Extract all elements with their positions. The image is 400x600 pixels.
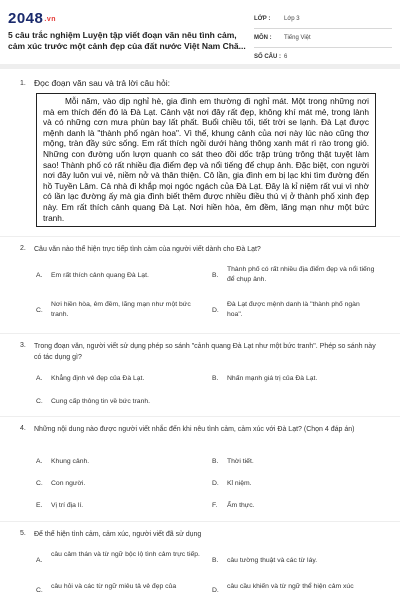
option-letter: D.	[212, 480, 219, 487]
answer-option-a[interactable]	[36, 550, 206, 572]
question-divider	[0, 521, 400, 522]
question-divider	[0, 236, 400, 237]
option-letter: C.	[36, 587, 43, 594]
option-text: Ẩm thực.	[227, 502, 255, 509]
answer-option-b[interactable]	[212, 457, 382, 469]
answer-option-e[interactable]	[36, 501, 206, 513]
meta-value: 6	[284, 54, 288, 60]
answer-option-d[interactable]	[212, 300, 382, 324]
answer-option-d[interactable]	[212, 582, 382, 598]
option-letter: D.	[212, 307, 219, 314]
option-text: Cung cấp thông tin về bức tranh.	[51, 398, 151, 405]
option-text: Nơi hiền hòa, êm đềm, lãng mạn như một bức tranh.	[51, 301, 191, 318]
reading-passage: Mỗi năm, vào dịp nghỉ hè, gia đình em thường đi nghỉ mát. Một trong những nơi mà em thích đến đó là Đà Lạt. Cảnh vật nơi đây rất đẹp, không khí mát mẻ, trong lành và có những cơn mưa phùn bay lất phất. Buổi chiều tối, tiết trời se lạnh. Đà Lạt được mệnh danh là "thành phố ngàn hoa". Vì thế, khung cảnh của nơi này lúc nào cũng thơ mộng, tràn đầy sức sống. Em rất thích ngồi dưới hàng thông xanh mát rì rào trong gió. Những con đường uốn lượn quanh co sát theo đồi dốc trập trùng trông thật tuyệt làm sao! Thành phố có rất nhiều địa điểm đẹp và nổi tiếng để chụp ảnh. Đặc biệt, con người nơi đây luôn vui vẻ, niềm nở và thân thiện. Cô lần, gia đình em bị lạc khi tìm đường đến hồ Tuyền Lâm. Cả nhà đi khắp mọi ngóc ngách của Đà Lạt. Đây là kỉ niệm rất vui vì nhờ có lần lạc đường ấy mà gia đình biết thêm được nhiều điều thú vị ở thành phố xinh đẹp này. Em rất thích cảnh quang Đà Lạt. Nơi hiền hòa, êm đềm, lãng mạn như một bức tranh.	[36, 93, 376, 227]
meta-key: MÔN :	[254, 35, 272, 41]
answer-option-c[interactable]	[36, 300, 206, 324]
worksheet-meta	[254, 12, 392, 69]
option-letter: A.	[36, 272, 43, 279]
answer-option-c[interactable]	[36, 479, 206, 491]
option-letter: A.	[36, 458, 43, 465]
option-letter: A.	[36, 557, 43, 564]
option-text: Thành phố có rất nhiều địa điểm đẹp và nổi tiếng để chụp ảnh.	[227, 266, 375, 283]
question-number: 5.	[20, 530, 26, 537]
answer-option-f[interactable]	[212, 501, 382, 513]
option-letter: C.	[36, 307, 43, 314]
answer-option-c[interactable]	[36, 397, 206, 409]
meta-row-subject	[254, 31, 392, 48]
question-divider	[0, 416, 400, 417]
option-letter: B.	[212, 272, 219, 279]
option-letter: C.	[36, 398, 43, 405]
site-logo[interactable]	[8, 10, 56, 27]
option-text: Thời tiết.	[227, 458, 254, 465]
meta-key: LỚP :	[254, 16, 271, 22]
meta-value: Lớp 3	[284, 16, 300, 22]
answer-option-a[interactable]	[36, 374, 206, 386]
option-text: Nhấn mạnh giá trị của Đà Lạt.	[227, 375, 318, 382]
answer-option-d[interactable]	[212, 479, 382, 491]
question-text: Những nội dung nào được người viết nhắc đến khi nêu tình cảm, cảm xúc với Đà Lạt? (Chọn 4 đáp án)	[34, 426, 355, 433]
option-text: Đà Lạt được mệnh danh là "thành phố ngàn hoa".	[227, 301, 360, 318]
answer-option-b[interactable]	[212, 556, 382, 568]
option-letter: E.	[36, 502, 43, 509]
meta-key: SỐ CÂU :	[254, 54, 281, 60]
header-divider	[0, 64, 400, 69]
question-number: 3.	[20, 342, 26, 349]
question-divider	[0, 333, 400, 334]
option-letter: B.	[212, 375, 219, 382]
option-text: Em rất thích cảnh quang Đà Lạt.	[51, 272, 149, 279]
question-text: Đọc đoạn văn sau và trả lời câu hỏi:	[34, 78, 170, 88]
option-letter: A.	[36, 375, 43, 382]
question-text: Để thể hiện tình cảm, cảm xúc, người viết đã sử dụng	[34, 531, 202, 538]
option-text: câu tường thuật và các từ láy.	[227, 557, 318, 564]
question-text: Câu văn nào thể hiện trực tiếp tình cảm của người viết dành cho Đà Lạt?	[34, 246, 261, 253]
option-text: Khung cảnh.	[51, 458, 90, 465]
option-letter: B.	[212, 557, 219, 564]
question-text: Trong đoạn văn, người viết sử dụng phép so sánh "cảnh quang Đà Lạt như một bức tranh". Phép so sánh này có tác dụng gì?	[34, 343, 376, 361]
option-text: Kỉ niệm.	[227, 480, 252, 487]
question-number: 4.	[20, 425, 26, 432]
option-letter: C.	[36, 480, 43, 487]
meta-value: Tiếng Việt	[284, 35, 311, 41]
option-text: câu cảm thán và từ ngữ bộc lộ tình cảm trực tiếp.	[51, 551, 200, 558]
option-letter: D.	[212, 587, 219, 594]
answer-option-c[interactable]	[36, 582, 206, 598]
answer-option-b[interactable]	[212, 265, 382, 289]
option-letter: F.	[212, 502, 218, 509]
answer-option-a[interactable]	[36, 269, 206, 291]
worksheet-title: 5 câu trắc nghiệm Luyện tập viết đoạn văn nêu tình cảm, cảm xúc trước một cảnh đẹp của đất nước Việt Nam Chă...	[8, 30, 246, 51]
answer-option-b[interactable]	[212, 374, 382, 386]
question-number: 1.	[20, 80, 26, 87]
question-number: 2.	[20, 245, 26, 252]
option-letter: B.	[212, 458, 219, 465]
option-text: Vị trí địa lí.	[51, 502, 84, 509]
option-text: Khẳng định vẻ đẹp của Đà Lạt.	[51, 375, 145, 382]
option-text: Con người.	[51, 480, 86, 487]
logo-text: 2048	[8, 10, 44, 27]
option-text: câu hỏi và các từ ngữ miêu tả vẻ đẹp của	[51, 583, 177, 590]
answer-option-a[interactable]	[36, 457, 206, 469]
option-text: câu cầu khiến và từ ngữ thể hiện cảm xúc	[227, 583, 354, 590]
logo-suffix: .vn	[44, 16, 56, 23]
meta-row-grade	[254, 12, 392, 29]
